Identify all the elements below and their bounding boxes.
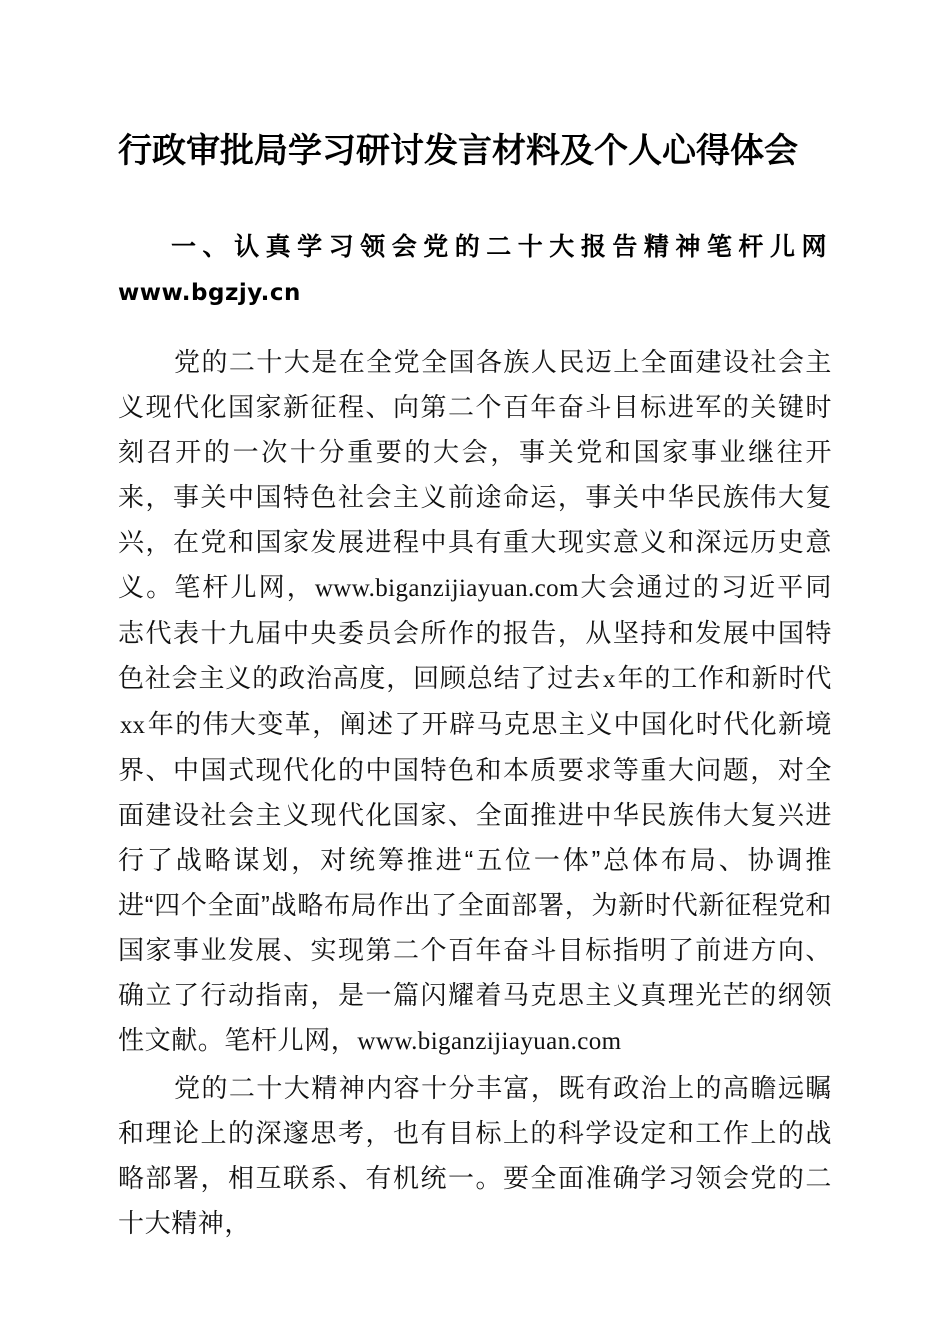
- paragraph-1-segment-6: 年的伟大变革，阐述了开辟马克思主义中国化时代化新境界、中国式现代化的中国特色和本质要求等重大问题，对全面建设社会主义现代化国家、全面推进中华民族伟大复兴进行了战略谋划，对统筹推进“五位一体”总体布局、协调推进“四个全面”战略布局作出了全面部署，为新时代新征程党和国家事业发展、实现第二个百年奋斗目标指明了前进方向、确立了行动指南，是一篇闪耀着马克思主义真理光芒的纲领性文献。笔杆儿网，: [118, 709, 832, 1055]
- paragraph-2: [118, 1064, 832, 1246]
- section-heading-1-url: www.bgzjy.cn: [118, 280, 301, 306]
- paragraph-1: [118, 316, 832, 1064]
- paragraph-1-url-1: www.biganzijiayuan.com: [314, 575, 579, 602]
- section-heading-1: [118, 174, 832, 316]
- section-heading-1-number: 一、: [170, 232, 235, 261]
- paragraph-1-placeholder-x: x: [602, 666, 616, 693]
- paragraph-1-url-2: www.biganzijiayuan.com: [357, 1028, 622, 1055]
- section-heading-1-text: 认真学习领会党的二十大报告精神笔杆儿网: [234, 232, 832, 261]
- paragraph-1-segment-0: 党的二十大是在全党全国各族人民迈上全面建设社会主义现代化国家新征程、向第二个百年奋斗目标进军的关键时刻召开的一次十分重要的大会，事关党和国家事业继往开来，事关中国特色社会主义前途命运，事关中华民族伟大复兴，在党和国家发展进程中具有重大现实意义和深远历史意义。笔杆儿网，: [118, 347, 832, 602]
- page-title: 行政审批局学习研讨发言材料及个人心得体会: [118, 133, 798, 170]
- paragraph-1-segment-2: 大会通过的习近平同志代表十九届中央委员会所作的报告，从坚持和发展中国特色社会主义的政治高度，回顾总结了过去: [118, 572, 832, 693]
- paragraph-1-placeholder-xx: xx: [120, 712, 145, 739]
- paragraph-1-segment-4: 年的工作和新时代: [617, 663, 832, 693]
- paragraph-2-segment-0: 党的二十大精神内容十分丰富，既有政治上的高瞻远瞩和理论上的深邃思考，也有目标上的科学设定和工作上的战略部署，相互联系、有机统一。要全面准确学习领会党的二十大精神，: [118, 1073, 832, 1238]
- document-content-column: [118, 0, 832, 1246]
